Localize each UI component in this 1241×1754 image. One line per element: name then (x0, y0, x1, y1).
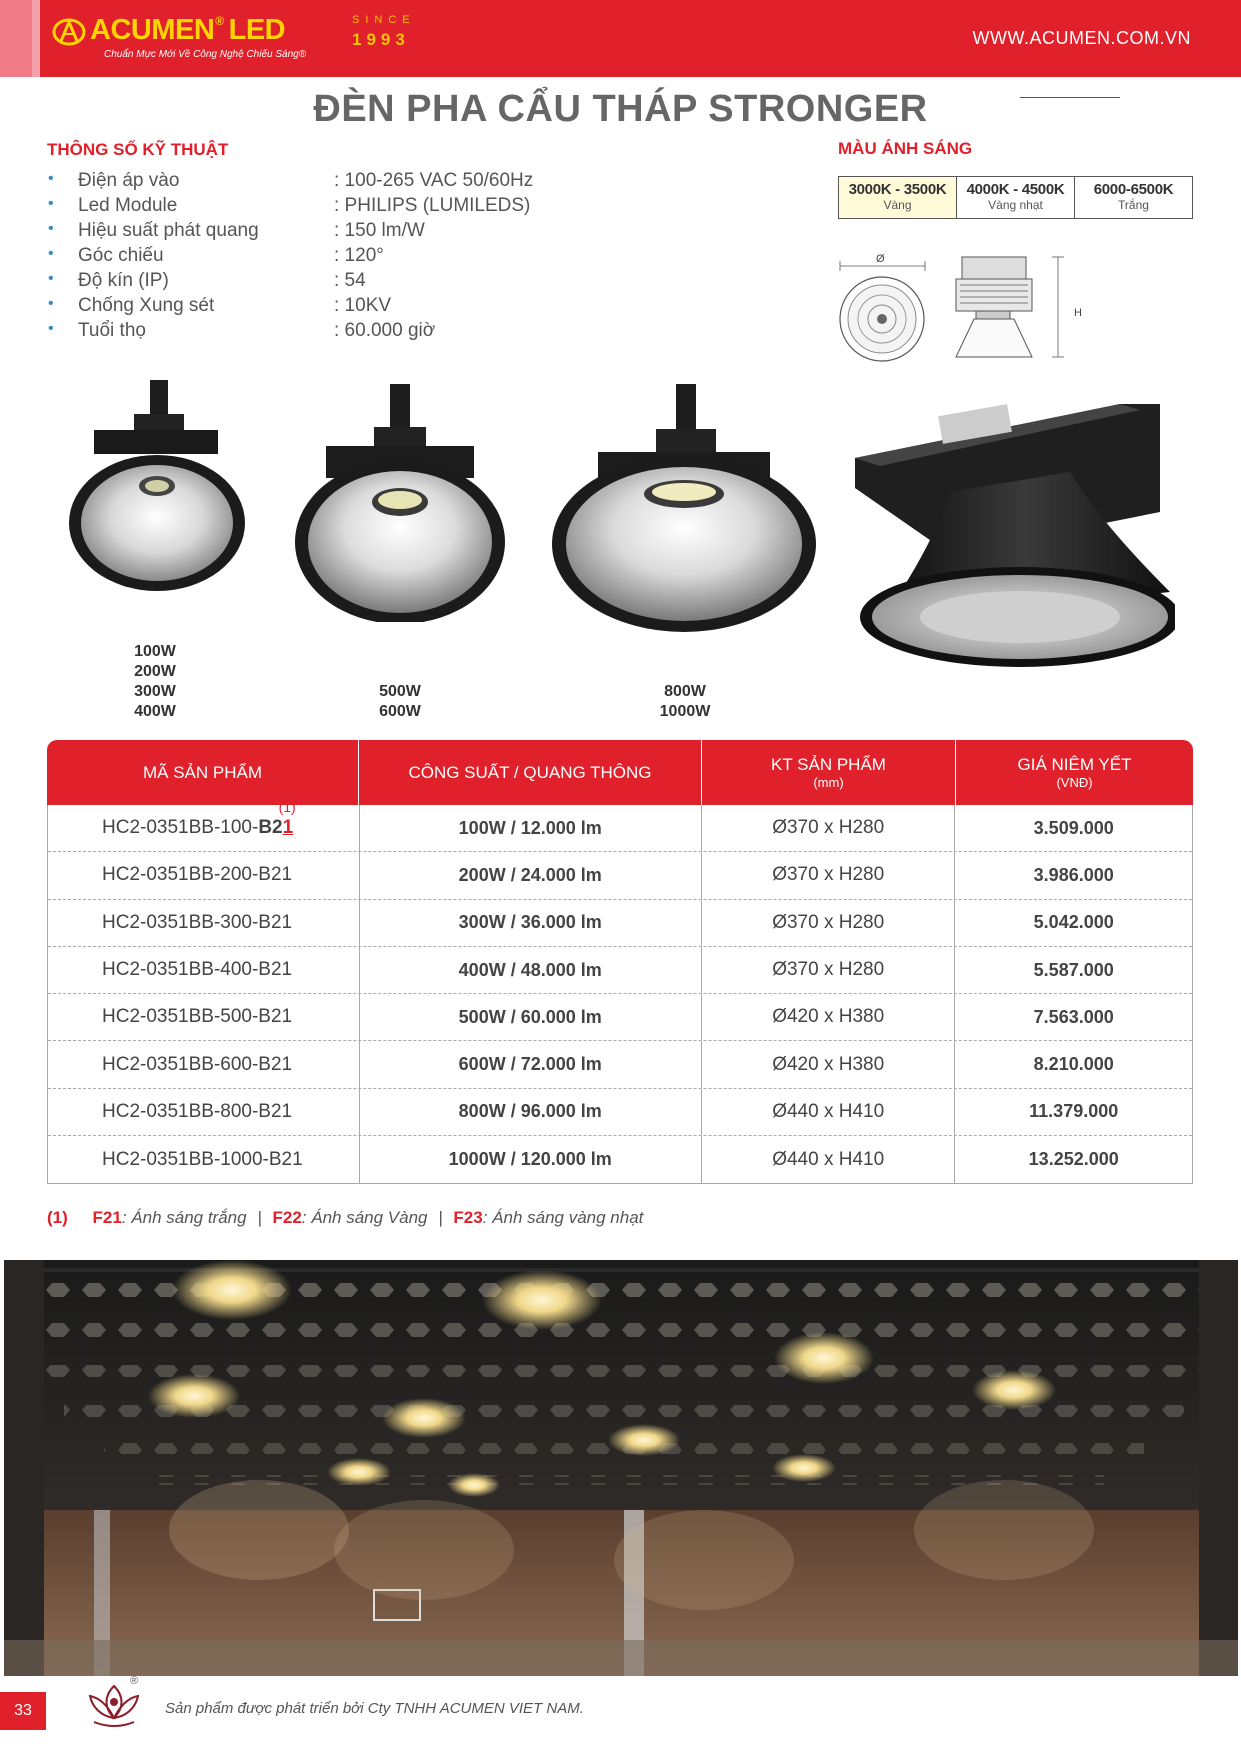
table-body (47, 799, 1193, 1184)
footer-text: Sản phẩm được phát triển bởi Cty TNHH ACUMEN VIET NAM. (165, 1700, 584, 1717)
light-color-title: MÀU ÁNH SÁNG (838, 139, 973, 158)
bullet-icon: • (48, 295, 54, 312)
header-accent-stripe (0, 0, 32, 77)
height-label: H (1074, 307, 1082, 319)
product-code: HC2-0351BB-200-B21 (48, 852, 360, 898)
table-header (47, 740, 1193, 805)
header-power: CÔNG SUẤT / QUANG THÔNG (359, 740, 702, 805)
diameter-label: Ø (876, 253, 885, 265)
bullet-icon: • (48, 195, 54, 212)
footer-reg-mark: ® (130, 1675, 139, 1687)
website-url[interactable]: WWW.ACUMEN.COM.VN (972, 28, 1191, 48)
bullet-icon: • (48, 170, 54, 187)
lamp-medium-image (284, 382, 514, 622)
gym-installation-photo (4, 1260, 1238, 1676)
table-row (48, 947, 1192, 994)
table-row (48, 852, 1192, 899)
light-color-neutral: 4000K - 4500K Vàng nhạt (957, 177, 1075, 218)
product-power: 500W / 60.000 lm (360, 994, 702, 1040)
product-price: 11.379.000 (1029, 1101, 1119, 1122)
table-row (48, 900, 1192, 947)
bullet-icon: • (48, 270, 54, 287)
since-label: SINCE (352, 14, 416, 26)
product-code: HC2-0351BB-300-B21 (48, 900, 360, 946)
light-color-warm: 3000K - 3500K Vàng (839, 177, 957, 218)
page-title: ĐÈN PHA CẨU THÁP STRONGER (313, 88, 928, 130)
page-number: 33 (0, 1692, 46, 1730)
table-row (48, 799, 1192, 852)
header-bar (0, 0, 1241, 77)
product-size: Ø370 x H280 (702, 852, 956, 898)
wattage-group-3: 800W 1000W (659, 683, 711, 720)
product-size: Ø370 x H280 (702, 805, 956, 851)
product-price: 5.587.000 (1033, 959, 1114, 980)
table-row (48, 1041, 1192, 1088)
product-size: Ø370 x H280 (702, 947, 956, 993)
product-power: 800W / 96.000 lm (360, 1089, 702, 1135)
product-power: 400W / 48.000 lm (360, 947, 702, 993)
product-code: HC2-0351BB-500-B21 (48, 994, 360, 1040)
footnote: (1) F21: Ánh sáng trắng | F22: Ánh sáng Vàng | F23: Ánh sáng vàng nhạt (47, 1208, 644, 1227)
table-row (48, 1136, 1192, 1183)
specs-title: THÔNG SỐ KỸ THUẬT (47, 140, 229, 159)
product-price: 5.042.000 (1033, 912, 1114, 933)
header-code: MÃ SẢN PHẨM (47, 740, 359, 805)
product-power: 600W / 72.000 lm (360, 1041, 702, 1087)
lamp-large-image (546, 384, 822, 634)
table-row (48, 994, 1192, 1041)
product-power: 200W / 24.000 lm (360, 852, 702, 898)
product-size: Ø440 x H410 (702, 1136, 956, 1183)
product-code: HC2-0351BB-600-B21 (48, 1041, 360, 1087)
product-power: 100W / 12.000 lm (360, 805, 702, 851)
bullet-icon: • (48, 245, 54, 262)
brand-tagline: Chuẩn Mực Mới Về Công Nghệ Chiếu Sáng® (104, 49, 307, 60)
product-price: 8.210.000 (1033, 1054, 1114, 1075)
product-code: HC2-0351BB-100- B2 (1) 1 (48, 805, 360, 851)
header-size: KT SẢN PHẨM (mm) (702, 740, 956, 805)
bullet-icon: • (48, 320, 54, 337)
product-size: Ø420 x H380 (702, 1041, 956, 1087)
product-size: Ø420 x H380 (702, 994, 956, 1040)
product-size: Ø440 x H410 (702, 1089, 956, 1135)
wattage-group-2: 500W 600W (379, 683, 421, 720)
table-row (48, 1089, 1192, 1136)
brand-name: ACUMEN® LED (90, 14, 286, 46)
light-color-table (838, 176, 1193, 219)
light-color-cool: 6000-6500K Trắng (1093, 181, 1174, 212)
product-price: 3.509.000 (1033, 817, 1114, 838)
product-price: 7.563.000 (1033, 1006, 1114, 1027)
acumen-logo-icon (52, 17, 86, 47)
top-view-drawing (835, 252, 935, 362)
product-code: HC2-0351BB-1000-B21 (48, 1136, 360, 1183)
header-price: GIÁ NIÊM YẾT (VNĐ) (1017, 755, 1132, 790)
price-table (47, 740, 1193, 1184)
product-size: Ø370 x H280 (702, 900, 956, 946)
header-accent-stripe-light (32, 0, 40, 77)
product-code: HC2-0351BB-800-B21 (48, 1089, 360, 1135)
bullet-icon: • (48, 220, 54, 237)
since-year: 1993 (352, 30, 410, 49)
lamp-perspective-image (850, 392, 1175, 682)
product-power: 1000W / 120.000 lm (360, 1136, 702, 1183)
product-price: 3.986.000 (1033, 864, 1114, 885)
wattage-group-1: 100W 200W 300W 400W (134, 643, 176, 720)
product-price: 13.252.000 (1028, 1149, 1119, 1170)
product-code: HC2-0351BB-400-B21 (48, 947, 360, 993)
lamp-small-image (56, 378, 256, 593)
product-power: 300W / 36.000 lm (360, 900, 702, 946)
side-view-drawing (950, 252, 1080, 364)
